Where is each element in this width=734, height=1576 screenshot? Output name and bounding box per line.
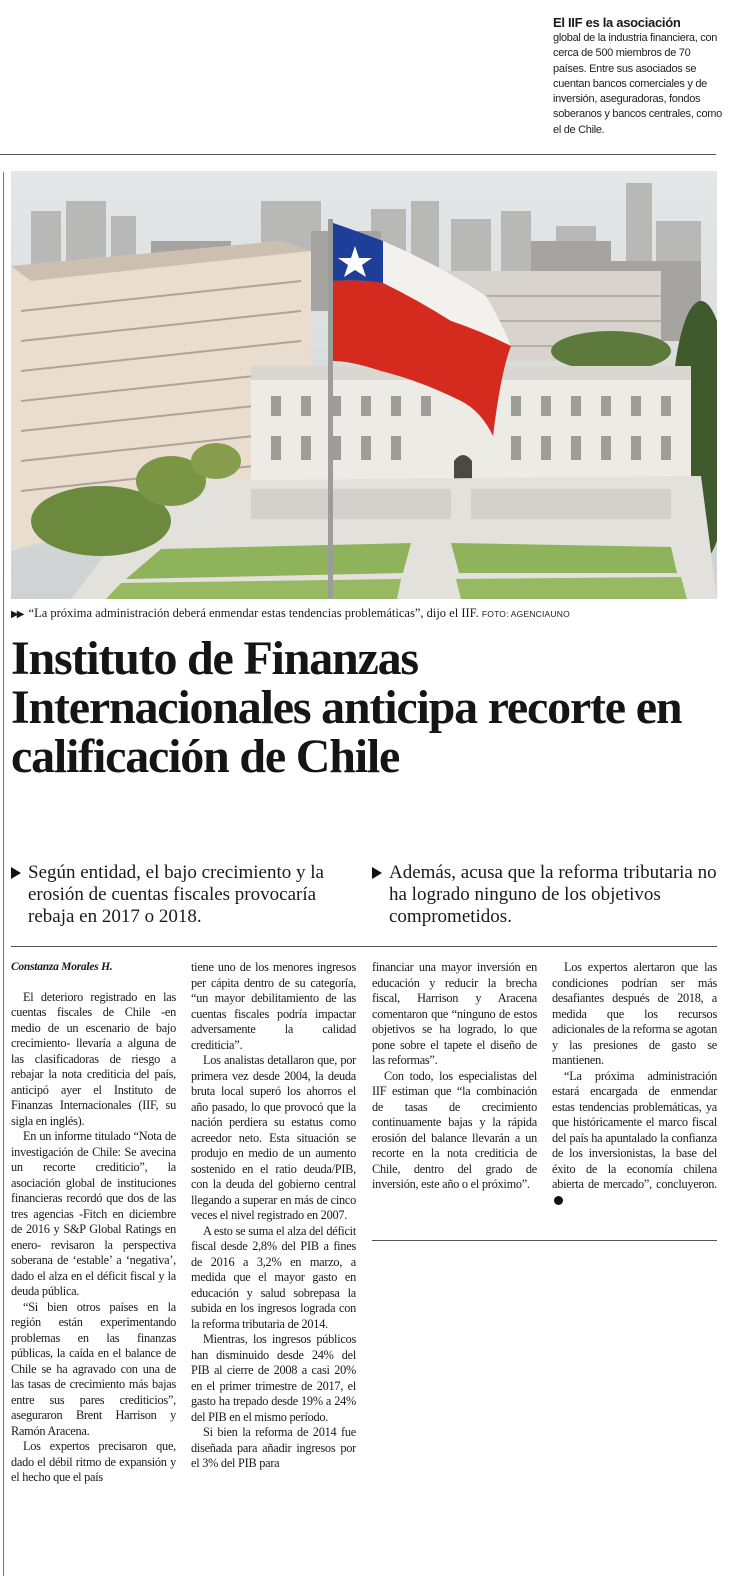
paragraph: Si bien la reforma de 2014 fue diseñada para añadir ingresos por el 3% del PIB para	[191, 1425, 356, 1470]
left-column-rule	[3, 172, 4, 1576]
deck-text: Además, acusa que la reforma tributaria no ha logrado ninguno de los objetivos comprometidos.	[389, 862, 717, 927]
deck-right	[372, 862, 717, 928]
deck-left	[11, 862, 361, 928]
deck-text: Según entidad, el bajo crecimiento y la erosión de cuentas fiscales provocaría rebaja en 2017 o 2018.	[28, 862, 324, 927]
article-photo	[11, 171, 717, 599]
article-column-3	[372, 960, 537, 1193]
article-column-1	[11, 960, 176, 1486]
byline: Constanza Morales H.	[11, 961, 113, 973]
top-divider	[0, 154, 716, 155]
triangle-bullet-icon	[11, 867, 21, 879]
section-divider	[11, 946, 717, 947]
photo-caption	[11, 605, 717, 623]
column-end-rule	[372, 1240, 717, 1241]
photo-credit: FOTO: AGENCIAUNO	[481, 609, 570, 619]
paragraph: Los analistas detallaron que, por primera vez desde 2004, la deuda bruta local superó los ahorros el año pasado, lo que provocó que la nación perdiera su estatus como acreedor neto. Esta situación se produjo en medio de un aumento sostenido en el ratio deuda/PIB, con la deuda del gobierno central llegando a superar en más de cinco veces el nivel registrado en 2007.	[191, 1053, 356, 1222]
paragraph	[552, 1069, 717, 1209]
headline: Instituto de Finanzas Internacionales anticipa recorte en calificación de Chile	[11, 632, 682, 783]
end-of-article-dot-icon	[554, 1196, 563, 1205]
paragraph: A esto se suma el alza del déficit fiscal desde 2,8% del PIB a fines de 2016 a 3,2% en marzo, a medida que el mayor gasto en educación y salud sobrepasa la subida en los ingresos lograda con la reforma tributaria de 2014.	[191, 1223, 356, 1331]
caption-arrows-icon: ▶▶	[11, 609, 23, 620]
article-column-4	[552, 960, 717, 1208]
paragraph: Mientras, los ingresos públicos han disminuido desde 24% del PIB al cierre de 2008 a casi 20% en el primer trimestre de 2017, el gasto ha trepado desde 19% a 24% del PIB en el mismo período.	[191, 1332, 356, 1424]
paragraph: Los expertos alertaron que las condiciones podrían ser más desafiantes después de 2018, a medida que los recursos adicionales de la reforma se agotan y las presiones de gasto se mantienen.	[552, 960, 717, 1067]
paragraph: financiar una mayor inversión en educación y reducir la brecha fiscal, Harrison y Aracena comentaron que “ninguno de estos objetivos se ha logrado, lo que pone sobre el tapete el diseño de las reformas”.	[372, 960, 537, 1067]
paragraph-text: “La próxima administración estará encargada de enmendar estas tendencias problemáticas, ya que históricamente el marco fiscal del país ha apuntalado la confianza de los inversionistas, la base del éxito de la economía chilena abierta de mercado”, concluyeron.	[552, 1068, 717, 1191]
paragraph: “Si bien otros países en la región están experimentando problemas en las finanzas públicas, la caída en el balance de Chile se ha agravado con una de las tasas de crecimiento más bajas entre sus pares crediticios”, aseguraron Brent Harrison y Ramón Aracena.	[11, 1299, 176, 1438]
paragraph: Los expertos precisaron que, dado el débil ritmo de expansión y el hecho que el país	[11, 1439, 176, 1484]
sidebar-title: El IIF es la asociación	[553, 15, 681, 30]
paragraph: tiene uno de los menores ingresos per cápita dentro de su categoría, “un mayor debilitamiento de las cuentas fiscales podría impactar adversamente la calidad crediticia”.	[191, 960, 356, 1052]
sidebar-body: global de la industria financiera, con cerca de 500 miembros de 70 países. Entre sus asociados se cuentan bancos comerciales y de inversión, aseguradoras, fondos soberanos y bancos centrales, como el de Chile.	[553, 32, 722, 136]
sidebar-blurb	[553, 14, 725, 138]
paragraph: El deterioro registrado en las cuentas fiscales de Chile -en medio de un escenario de bajo crecimiento- llevaría a alguna de las clasificadoras de riesgo a rebajar la nota crediticia del país, anticipó ayer el Instituto de Finanzas Internacionales (IIF, su sigla en inglés).	[11, 989, 176, 1128]
paragraph: Con todo, los especialistas del IIF estiman que “la combinación de tasas de crecimiento continuamente bajas y la rápida erosión del balance llevarán a un recorte en la nota crediticia de Chile, dentro del grado de inversión, este año o el próximo”.	[372, 1068, 537, 1191]
article-column-2	[191, 960, 356, 1472]
flagpole	[328, 219, 333, 599]
paragraph: En un informe titulado “Nota de investigación de Chile: Se avecina un recorte crediticio”, la asociación global de instituciones financieras recordó que dos de las tres agencias -Fitch en diciembre de 2016 y S&P Global Ratings en enero- revisaron la perspectiva soberana de ‘estable’ a ‘negativa’, dado el alza en el déficit fiscal y la deuda pública.	[11, 1129, 176, 1298]
caption-text: “La próxima administración deberá enmendar estas tendencias problemáticas”, dijo el IIF.	[28, 606, 479, 620]
triangle-bullet-icon	[372, 867, 382, 879]
